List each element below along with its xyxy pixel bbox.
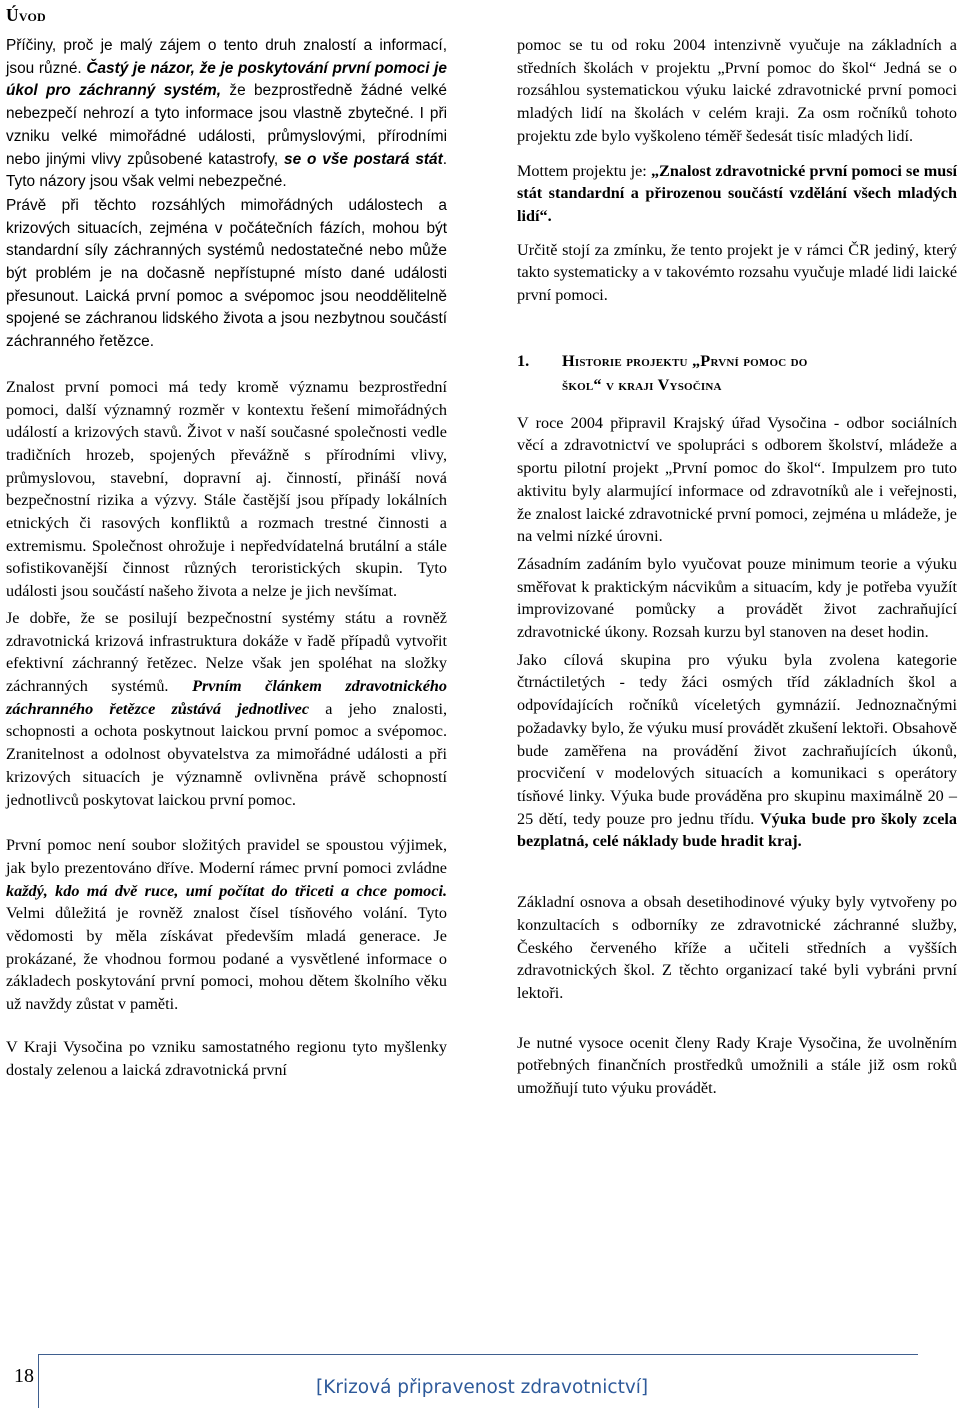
section-number: 1. <box>517 350 530 370</box>
paragraph-5: První pomoc není soubor složitých pravidel se spoustou výjimek, jak bylo prezentováno dříve. Moderní rámec první pomoci zvládne každý, kdo má dvě ruce, umí počítat do třiceti a chce pomoci. Velmi důležitá je rovněž znalost čísel tísňového volání. Tyto vědomosti by měla získávat především mladá generace. Je prokázané, že vhodnou formou podané a vysvětlené informace o základech poskytování první pomoci, mohou dětem školního věku už navždy zůstat v paměti. <box>6 836 447 1014</box>
page-number: 18 <box>14 1365 34 1387</box>
paragraph-13: Je nutné vysoce ocenit členy Rady Kraje Vysočina, že uvolněním potřebných finančních prostředků umožnili a stále již osm roků umožňují tuto výuku provádět. <box>517 1033 957 1098</box>
paragraph-6: V Kraji Vysočina po vzniku samostatného regionu tyto myšlenky dostaly zelenou a laická zdravotnická první <box>6 1037 447 1079</box>
paragraph-8: Určitě stojí za zmínku, že tento projekt je v rámci ČR jediný, který takto systematicky a v takovémto rozsahu vyučuje mladé lidi laické první pomoci. <box>517 240 957 305</box>
section-title-line1: Historie projektu „První pomoc do <box>562 350 808 370</box>
paragraph-4: Je dobře, že se posilují bezpečnostní systémy státu a rovněž zdravotnická krizová infrastruktura dokáže v řadě případů vytvořit efektivní záchranný řetězec. Nelze však jen spoléhat na složky záchranných systémů. Prvním článkem zdravotnického záchranného řetězce zůstává jednotlivec a jeho znalosti, schopnosti a ochota poskytnout laickou první pomoc a svépomoc. Zranitelnost a odolnost obyvatelstva za mimořádné události a při krizových situacích je významně ovlivněna právě schopností jednotlivců poskytovat laickou první pomoc. <box>6 608 447 809</box>
paragraph-7: pomoc se tu od roku 2004 intenzivně vyučuje na základních a středních školách v projektu „První pomoc do škol“ Jedná se o rozsáhlou systematickou výuku laické zdravotnické první pomoci mladých lidí na školách v celém kraji. Za osm ročníků tohoto projektu zde bylo vyškoleno téměř šedesát tisíc mladých lidí. <box>517 36 957 145</box>
paragraph-10: Zásadním zadáním bylo vyučovat pouze minimum teorie a výuku směřovat k praktickým nácvikům a situacím, kdy je potřeba využít improvizované pomůcky a provádět život zachraňující zdravotnické úkony. Rozsah kurzu byl stanoven na deset hodin. <box>517 554 957 642</box>
paragraph-9: V roce 2004 připravil Krajský úřad Vysočina - odbor sociálních věcí a zdravotnictví ve spolupráci s odborem školství, mládeže a sportu pilotní projekt „První pomoc do škol“. Impulzem pro tuto aktivitu byly alarmující informace od zdravotníků ale i veřejnosti, že znalost laické zdravotnické první pomoci, zejména u mládeže, je na velmi nízké úrovni. <box>517 413 957 546</box>
paragraph-motto: Mottem projektu je: „Znalost zdravotnické první pomoci se musí stát standardní a přirozenou součástí vzdělání všech mladých lidí“. <box>517 161 957 225</box>
right-column <box>517 34 957 1100</box>
paragraph-12: Základní osnova a obsah desetihodinové výuky byly vytvořeny po konzultacích s odborníky ze zdravotnické záchranné služby, Českého červeného kříže a učiteli středních a vyšších zdravotnických škol. Z těchto organizací také byli vybráni první lektoři. <box>517 893 957 1002</box>
section-heading-uvod: Úvod <box>6 5 46 25</box>
section-title-line2: škol“ v kraji Vysočina <box>562 374 722 394</box>
footer-vertical-rule <box>38 1354 39 1408</box>
left-column <box>6 0 447 1081</box>
paragraph-1: Příčiny, proč je malý zájem o tento druh znalostí a informací, jsou různé. Častý je názor, že je poskytování první pomoci je úkol pro záchranný systém, že bezprostředně žádné velké nebezpečí nehrozí a tyto informace jsou vlastně zbytečné. I při vzniku velké mimořádné události, průmyslovými, přírodními nebo jinými vlivy způsobené katastrofy, se o vše postará stát. Tyto názory jsou však velmi nebezpečné. <box>6 37 447 191</box>
footer-rule <box>38 1354 918 1355</box>
paragraph-2: Právě při těchto rozsáhlých mimořádných událostech a krizových situacích, zejména v počátečních fázích, mohou být standardní síly záchranných systémů nedostatečné nebo může být problém je na dočasně nepřístupné místo dané události přesunout. Laická první pomoc a svépomoc jsou neoddělitelně spojené se záchranou lidského života a jsou nezbytnou součástí záchranného řetězce. <box>6 196 447 351</box>
section-heading-historie <box>517 349 957 397</box>
paragraph-11: Jako cílová skupina pro výuku byla zvolena kategorie čtrnáctiletých - tedy žáci osmých tříd základních škol a odpovídajících ročníků víceletých gymnázií. Jednoznačnými požadavky bylo, že výuku musí provádět zkušení lektoři. Obsahově bude zaměřena na provádění život zachraňujících úkonů, procvičení v modelových situacích a komunikaci s operátory tísňové linky. Výuka bude prováděna pro skupinu maximálně 20 – 25 dětí, tedy pouze pro jednu třídu. Výuka bude pro školy zcela bezplatná, celé náklady bude hradit kraj. <box>517 650 957 851</box>
paragraph-3: Znalost první pomoci má tedy kromě významu bezprostřední pomoci, další významný rozměr v kontextu řešení mimořádných událostí a krizových stavů. Život v naší současné společnosti vedle tradičních hrozeb, spojených převážně s přírodními vlivy, průmyslovou, stavební, dopravní aj. činností, přináší nová bezpečnostní rizika a výzvy. Stále častější jsou případy lokálních etnických či rasových konfliktů a rozmach trestné činnosti a extremismu. Společnost ohrožuje i nepředvídatelná brutální a stále sofistikovanější činnost různých teroristických skupin. Tyto události jsou součástí našeho života a nelze je jich nevšímat. <box>6 377 447 601</box>
footer-title: [Krizová připravenost zdravotnictví] <box>316 1377 649 1398</box>
